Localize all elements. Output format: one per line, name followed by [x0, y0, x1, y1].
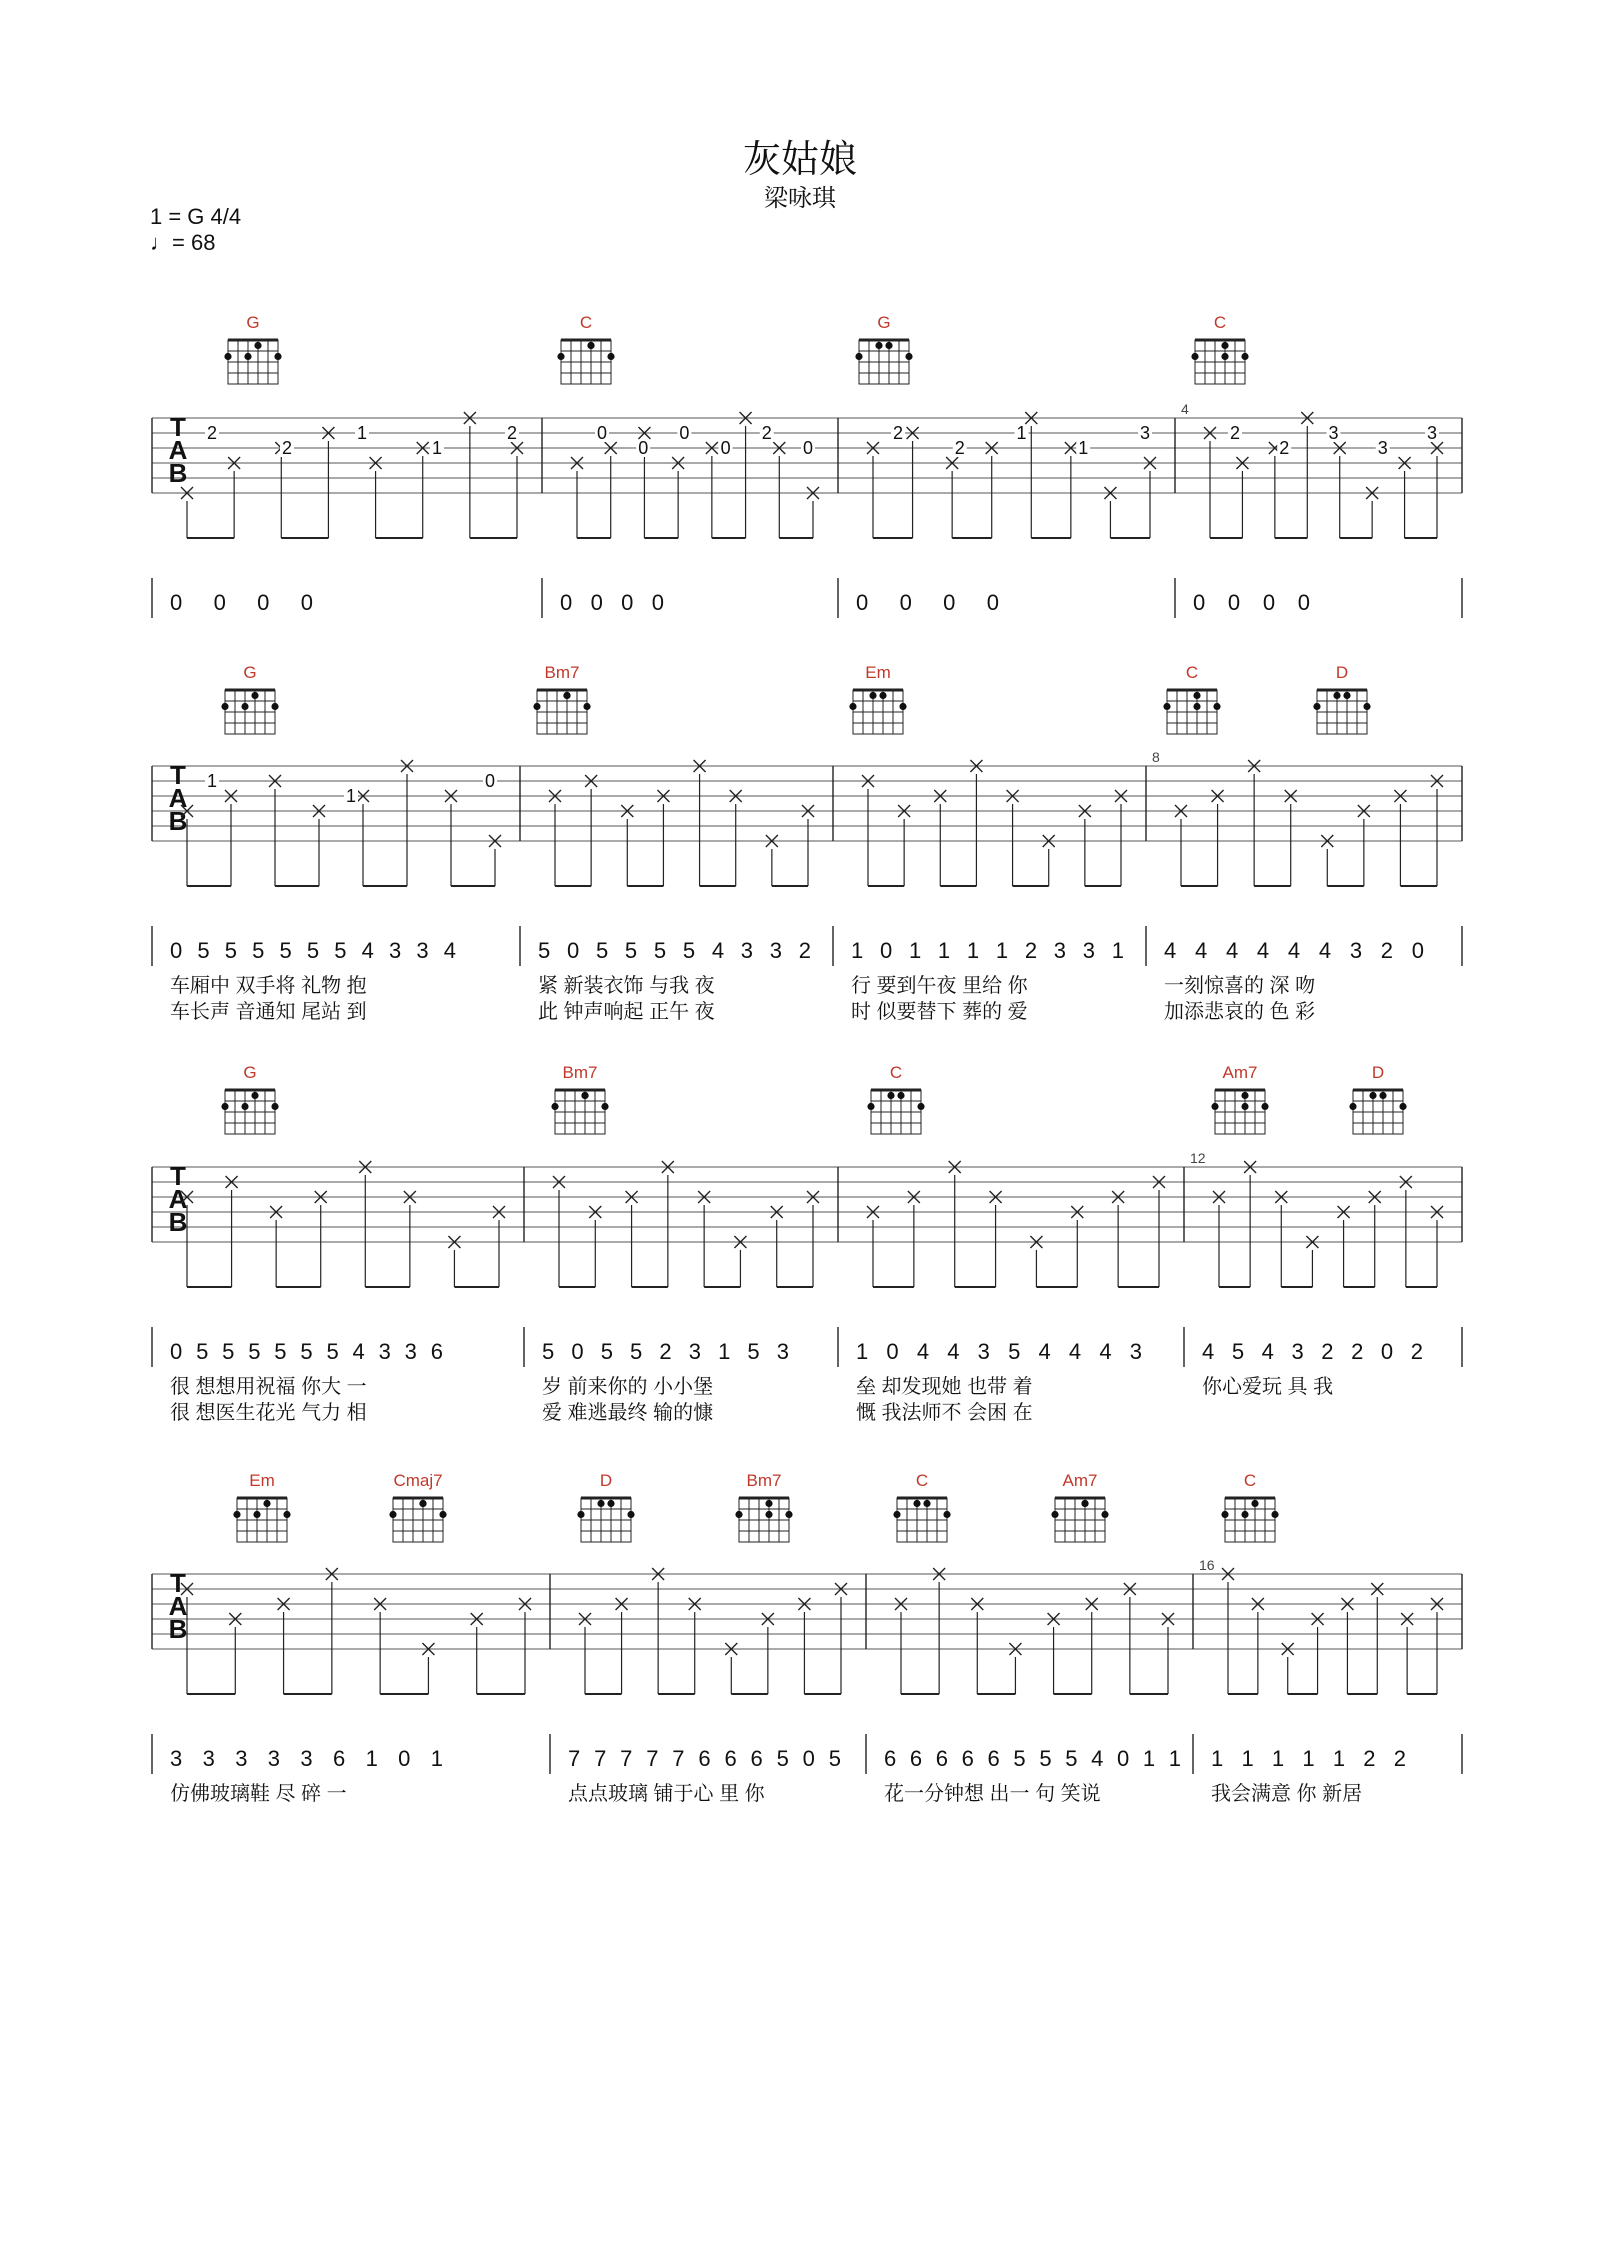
lyric-line-2: 时 似要替下 葬的 爱 — [851, 1001, 1028, 1023]
tab-clef-letter: T — [170, 760, 186, 790]
jianpu-notation: 1 0 1 1 1 1 2 3 3 1 — [851, 938, 1124, 963]
chord-finger-dot — [1193, 703, 1200, 710]
fret-number: 1 — [1078, 438, 1089, 458]
chord-finger-dot — [1241, 1511, 1248, 1518]
chord-finger-dot — [271, 703, 278, 710]
fret-number: 2 — [281, 438, 293, 458]
chord-diagram — [1051, 1471, 1108, 1542]
fret-number: 2 — [954, 438, 965, 458]
chord-finger-dot — [893, 1511, 900, 1518]
chord-name: Cmaj7 — [393, 1471, 443, 1490]
chord-finger-dot — [1349, 1103, 1356, 1110]
lyric-line-2: 车长声 音通知 尾站 到 — [170, 1001, 367, 1023]
tab-clef-letter: A — [168, 1184, 188, 1214]
chord-name: Bm7 — [562, 1063, 598, 1082]
fret-number: 2 — [206, 423, 218, 443]
chord-finger-dot — [627, 1511, 634, 1518]
measure-number: 8 — [1152, 749, 1160, 765]
jianpu-notation: 0 5 5 5 5 5 5 4 3 3 6 — [170, 1339, 443, 1364]
chord-diagram — [389, 1471, 446, 1542]
chord-name: Bm7 — [544, 663, 580, 682]
chord-finger-dot — [251, 692, 258, 699]
chord-diagram — [867, 1063, 924, 1134]
chord-finger-dot — [419, 1500, 426, 1507]
chord-finger-dot — [1051, 1511, 1058, 1518]
chord-finger-dot — [533, 703, 540, 710]
chord-diagram — [1349, 1063, 1406, 1134]
key-signature: 1 = G 4/4 — [150, 204, 242, 229]
tab-clef-letter: B — [168, 1614, 188, 1644]
fret-number: 2 — [1229, 423, 1241, 443]
chord-name: C — [889, 1063, 903, 1082]
chord-name: C — [1213, 313, 1227, 332]
chord-finger-dot — [785, 1511, 792, 1518]
chord-diagram — [849, 663, 906, 734]
chord-diagram — [855, 313, 912, 384]
chord-finger-dot — [251, 1092, 258, 1099]
chord-finger-dot — [1343, 692, 1350, 699]
chord-diagram — [1221, 1471, 1278, 1542]
chord-diagram — [557, 313, 614, 384]
chord-finger-dot — [1221, 353, 1228, 360]
chord-finger-dot — [905, 353, 912, 360]
chord-finger-dot — [923, 1500, 930, 1507]
chord-name: D — [1371, 1063, 1385, 1082]
lyric-line-2: 加添悲哀的 色 彩 — [1164, 1001, 1316, 1023]
tab-clef-letter: A — [168, 1591, 188, 1621]
jianpu-notation: 0 0 0 0 — [560, 590, 664, 615]
lyric-line-2: 爱 难逃最终 输的慷 — [542, 1402, 714, 1424]
chord-finger-dot — [581, 1092, 588, 1099]
chord-name: D — [599, 1471, 613, 1490]
chord-diagram — [577, 1471, 634, 1542]
fret-number: 3 — [1426, 423, 1438, 443]
jianpu-notation: 5 0 5 5 5 5 4 3 3 2 — [538, 938, 811, 963]
measure-number: 16 — [1199, 1557, 1215, 1573]
lyric-line-1: 岁 前来你的 小小堡 — [542, 1376, 714, 1398]
chord-finger-dot — [244, 353, 251, 360]
chord-finger-dot — [557, 353, 564, 360]
lyric-line-1: 行 要到午夜 里给 你 — [851, 975, 1028, 997]
lyric-line-1: 车厢中 双手将 礼物 抱 — [170, 975, 367, 997]
chord-finger-dot — [1241, 1103, 1248, 1110]
chord-finger-dot — [943, 1511, 950, 1518]
chord-finger-dot — [869, 692, 876, 699]
chord-finger-dot — [765, 1500, 772, 1507]
chord-finger-dot — [1313, 703, 1320, 710]
chord-finger-dot — [1163, 703, 1170, 710]
chord-finger-dot — [1241, 353, 1248, 360]
chord-diagram — [1191, 313, 1248, 384]
chord-finger-dot — [1369, 1092, 1376, 1099]
chord-finger-dot — [601, 1103, 608, 1110]
chord-finger-dot — [224, 353, 231, 360]
chord-finger-dot — [253, 1511, 260, 1518]
jianpu-notation: 4 4 4 4 4 4 3 2 0 — [1164, 938, 1424, 963]
jianpu-notation: 4 5 4 3 2 2 0 2 — [1202, 1339, 1423, 1364]
chord-finger-dot — [1261, 1103, 1268, 1110]
lyric-line-1: 一刻惊喜的 深 吻 — [1164, 975, 1316, 997]
measure-number: 12 — [1190, 1150, 1206, 1166]
chord-name: Am7 — [1062, 1471, 1098, 1490]
chord-finger-dot — [1213, 703, 1220, 710]
tab-clef-letter: B — [168, 458, 188, 488]
lyric-line-1: 很 想想用祝福 你大 一 — [170, 1376, 367, 1398]
chord-finger-dot — [1379, 1092, 1386, 1099]
chord-finger-dot — [1221, 1511, 1228, 1518]
chord-name: D — [1335, 663, 1349, 682]
chord-diagram — [1211, 1063, 1268, 1134]
chord-finger-dot — [241, 703, 248, 710]
chord-diagram — [1313, 663, 1370, 734]
song-title: 灰姑娘 — [742, 137, 857, 181]
chord-diagram — [735, 1471, 792, 1542]
lyric-line-1: 点点玻璃 铺于心 里 你 — [568, 1783, 765, 1805]
chord-finger-dot — [849, 703, 856, 710]
chord-name: Em — [865, 663, 891, 682]
tab-clef-letter: A — [168, 435, 188, 465]
fret-number: 0 — [596, 423, 608, 443]
jianpu-notation: 0 5 5 5 5 5 5 4 3 3 4 — [170, 938, 456, 963]
fret-number: 0 — [802, 438, 814, 458]
chord-finger-dot — [765, 1511, 772, 1518]
chord-finger-dot — [1271, 1511, 1278, 1518]
chord-diagram — [233, 1471, 290, 1542]
chord-name: G — [246, 313, 260, 332]
chord-finger-dot — [577, 1511, 584, 1518]
chord-finger-dot — [221, 703, 228, 710]
chord-finger-dot — [597, 1500, 604, 1507]
fret-number: 3 — [1139, 423, 1151, 443]
lyric-line-1: 垒 却发现她 也带 着 — [856, 1376, 1033, 1398]
chord-finger-dot — [263, 1500, 270, 1507]
chord-finger-dot — [897, 1092, 904, 1099]
chord-finger-dot — [1101, 1511, 1108, 1518]
jianpu-notation: 0 0 0 0 — [856, 590, 999, 615]
lyric-line-1: 我会满意 你 新居 — [1211, 1783, 1363, 1805]
lyric-line-1: 你心爱玩 具 我 — [1202, 1376, 1334, 1398]
jianpu-notation: 0 0 0 0 — [1193, 590, 1310, 615]
chord-name: Em — [249, 1471, 275, 1490]
chord-finger-dot — [587, 342, 594, 349]
chord-finger-dot — [1211, 1103, 1218, 1110]
chord-finger-dot — [1241, 1092, 1248, 1099]
measure-number: 4 — [1181, 401, 1189, 417]
chord-finger-dot — [439, 1511, 446, 1518]
fret-number: 3 — [1377, 438, 1388, 458]
tab-clef-letter: B — [168, 806, 188, 836]
lyric-line-1: 紧 新装衣饰 与我 夜 — [538, 975, 715, 997]
lyric-line-1: 花一分钟想 出一 句 笑说 — [884, 1783, 1101, 1805]
chord-finger-dot — [1333, 692, 1340, 699]
chord-finger-dot — [233, 1511, 240, 1518]
chord-finger-dot — [887, 1092, 894, 1099]
tab-clef-letter: T — [170, 1161, 186, 1191]
chord-diagram — [1163, 663, 1220, 734]
chord-finger-dot — [254, 342, 261, 349]
chord-finger-dot — [607, 353, 614, 360]
chord-finger-dot — [917, 1103, 924, 1110]
tab-clef-letter: A — [168, 783, 188, 813]
chord-name: C — [1243, 1471, 1257, 1490]
jianpu-notation: 5 0 5 5 2 3 1 5 3 — [542, 1339, 789, 1364]
chord-finger-dot — [1081, 1500, 1088, 1507]
lyric-line-2: 慨 我法师不 会困 在 — [856, 1402, 1033, 1424]
chord-finger-dot — [1191, 353, 1198, 360]
chord-finger-dot — [563, 692, 570, 699]
tab-clef-letter: T — [170, 1568, 186, 1598]
chord-finger-dot — [879, 692, 886, 699]
fret-number: 2 — [761, 423, 772, 443]
chord-finger-dot — [1399, 1103, 1406, 1110]
tab-clef-letter: T — [170, 412, 186, 442]
chord-finger-dot — [855, 353, 862, 360]
chord-diagram — [221, 663, 278, 734]
chord-name: G — [877, 313, 891, 332]
chord-finger-dot — [913, 1500, 920, 1507]
fret-number: 0 — [720, 438, 731, 458]
chord-name: Bm7 — [746, 1471, 782, 1490]
fret-number: 3 — [1328, 423, 1339, 443]
song-artist: 梁咏琪 — [764, 184, 836, 212]
jianpu-notation: 7 7 7 7 7 6 6 6 5 0 5 — [568, 1746, 841, 1771]
chord-finger-dot — [283, 1511, 290, 1518]
chord-finger-dot — [885, 342, 892, 349]
chord-name: Am7 — [1222, 1063, 1258, 1082]
fret-number: 2 — [1279, 438, 1290, 458]
chord-finger-dot — [899, 703, 906, 710]
fret-number: 0 — [484, 771, 496, 791]
chord-name: C — [1185, 663, 1199, 682]
chord-diagram — [221, 1063, 278, 1134]
lyric-line-2: 很 想医生花光 气力 相 — [170, 1402, 367, 1424]
fret-number: 0 — [679, 423, 690, 443]
chord-name: G — [243, 663, 257, 682]
chord-finger-dot — [1193, 692, 1200, 699]
chord-finger-dot — [551, 1103, 558, 1110]
chord-finger-dot — [1251, 1500, 1258, 1507]
jianpu-notation: 1 1 1 1 1 2 2 — [1211, 1746, 1406, 1771]
chord-diagram — [551, 1063, 608, 1134]
chord-finger-dot — [389, 1511, 396, 1518]
jianpu-notation: 3 3 3 3 3 6 1 0 1 — [170, 1746, 443, 1771]
chord-finger-dot — [271, 1103, 278, 1110]
chord-finger-dot — [607, 1500, 614, 1507]
fret-number: 2 — [506, 423, 518, 443]
fret-number: 1 — [206, 771, 218, 791]
fret-number: 1 — [431, 438, 443, 458]
chord-finger-dot — [221, 1103, 228, 1110]
chord-name: C — [915, 1471, 929, 1490]
fret-number: 1 — [345, 786, 357, 806]
chord-diagram — [533, 663, 590, 734]
lyric-line-2: 此 钟声响起 正午 夜 — [538, 1001, 715, 1023]
tab-clef-letter: B — [168, 1207, 188, 1237]
chord-finger-dot — [1221, 342, 1228, 349]
fret-number: 1 — [1016, 423, 1027, 443]
chord-finger-dot — [867, 1103, 874, 1110]
jianpu-notation: 6 6 6 6 6 5 5 5 4 0 1 1 — [884, 1746, 1181, 1771]
fret-number: 1 — [356, 423, 368, 443]
chord-name: G — [243, 1063, 257, 1082]
chord-finger-dot — [274, 353, 281, 360]
chord-finger-dot — [875, 342, 882, 349]
chord-finger-dot — [1363, 703, 1370, 710]
chord-name: C — [579, 313, 593, 332]
chord-diagram — [893, 1471, 950, 1542]
fret-number: 2 — [892, 423, 904, 443]
chord-finger-dot — [241, 1103, 248, 1110]
chord-finger-dot — [583, 703, 590, 710]
jianpu-notation: 0 0 0 0 — [170, 590, 313, 615]
chord-diagram — [224, 313, 281, 384]
jianpu-notation: 1 0 4 4 3 5 4 4 4 3 — [856, 1339, 1142, 1364]
lyric-line-1: 仿佛玻璃鞋 尽 碎 一 — [170, 1783, 347, 1805]
chord-finger-dot — [735, 1511, 742, 1518]
fret-number: 0 — [638, 438, 649, 458]
tempo-marking: ♩= 68 — [150, 230, 216, 255]
